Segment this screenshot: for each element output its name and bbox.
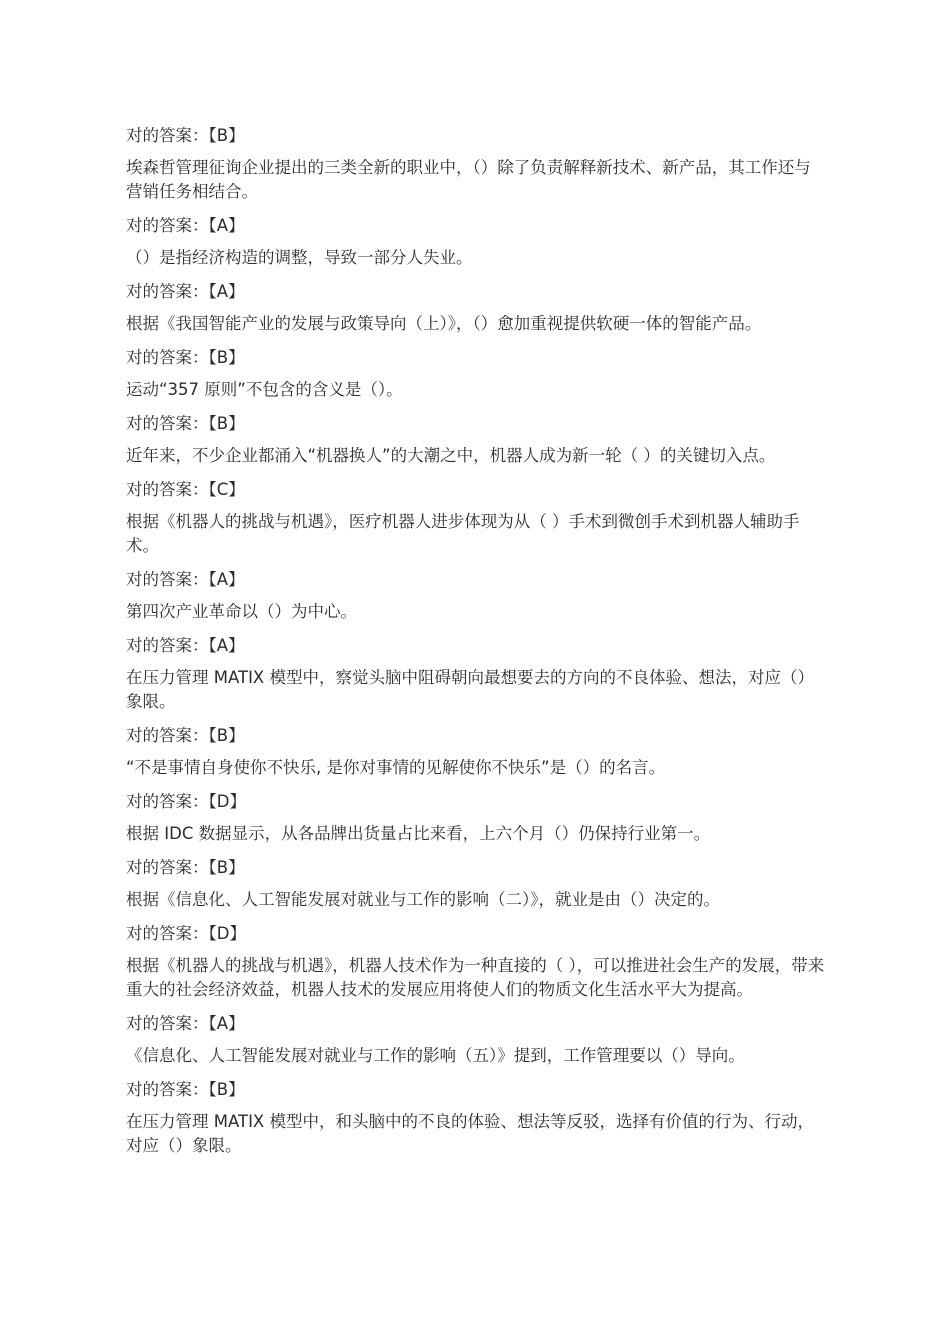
document-body	[126, 124, 826, 1168]
question-text: “不是事情自身使你不快乐, 是你对事情的见解使你不快乐”是（）的名言。	[126, 758, 666, 777]
answer-line: 对的答案：【A】	[126, 636, 245, 655]
answer-line: 对的答案：【B】	[126, 126, 245, 145]
question-text: 在压力管理 MATIX 模型中，察觉头脑中阻碍朝向最想要去的方向的不良体验、想法，对应（）象限。	[126, 668, 814, 711]
question-text: 根据《我国智能产业的发展与政策导向（上）》，（）愈加重视提供软硬一体的智能产品。	[126, 314, 762, 333]
answer-line: 对的答案：【B】	[126, 1080, 245, 1099]
answer-line: 对的答案：【D】	[126, 924, 246, 943]
question-text: 《信息化、人工智能发展对就业与工作的影响（五）》提到，工作管理要以（）导向。	[126, 1046, 745, 1065]
answer-line: 对的答案：【A】	[126, 216, 245, 235]
question-text: 运动“357 原则”不包含的含义是（）。	[126, 380, 403, 399]
answer-line: 对的答案：【A】	[126, 1014, 245, 1033]
answer-line: 对的答案：【D】	[126, 792, 246, 811]
question-text: 根据 IDC 数据显示，从各品牌出货量占比来看，上六个月（）仍保持行业第一。	[126, 824, 711, 843]
question-text: 根据《机器人的挑战与机遇》，医疗机器人进步体现为从（ ）手术到微创手术到机器人辅助手术。	[126, 512, 800, 555]
question-text: 近年来，不少企业都涌入“机器换人”的大潮之中，机器人成为新一轮（ ）的关键切入点。	[126, 446, 776, 465]
question-text: 埃森哲管理征询企业提出的三类全新的职业中，（）除了负责解释新技术、新产品，其工作还与营销任务相结合。	[126, 158, 811, 201]
question-text: 根据《信息化、人工智能发展对就业与工作的影响（二）》，就业是由（）决定的。	[126, 890, 720, 909]
answer-line: 对的答案：【C】	[126, 480, 245, 499]
answer-line: 对的答案：【B】	[126, 414, 245, 433]
question-text: 在压力管理 MATIX 模型中，和头脑中的不良的体验、想法等反驳，选择有价值的行为、行动，对应（）象限。	[126, 1112, 814, 1155]
question-text: 根据《机器人的挑战与机遇》，机器人技术作为一种直接的（ ），可以推进社会生产的发展，带来重大的社会经济效益，机器人技术的发展应用将使人们的物质文化生活水平大为提高。	[126, 956, 825, 999]
answer-line: 对的答案：【B】	[126, 348, 245, 367]
question-text: 第四次产业革命以（）为中心。	[126, 602, 357, 621]
answer-line: 对的答案：【A】	[126, 282, 245, 301]
answer-line: 对的答案：【B】	[126, 726, 245, 745]
question-text: （）是指经济构造的调整，导致一部分人失业。	[126, 248, 473, 267]
answer-line: 对的答案：【A】	[126, 570, 245, 589]
answer-line: 对的答案：【B】	[126, 858, 245, 877]
